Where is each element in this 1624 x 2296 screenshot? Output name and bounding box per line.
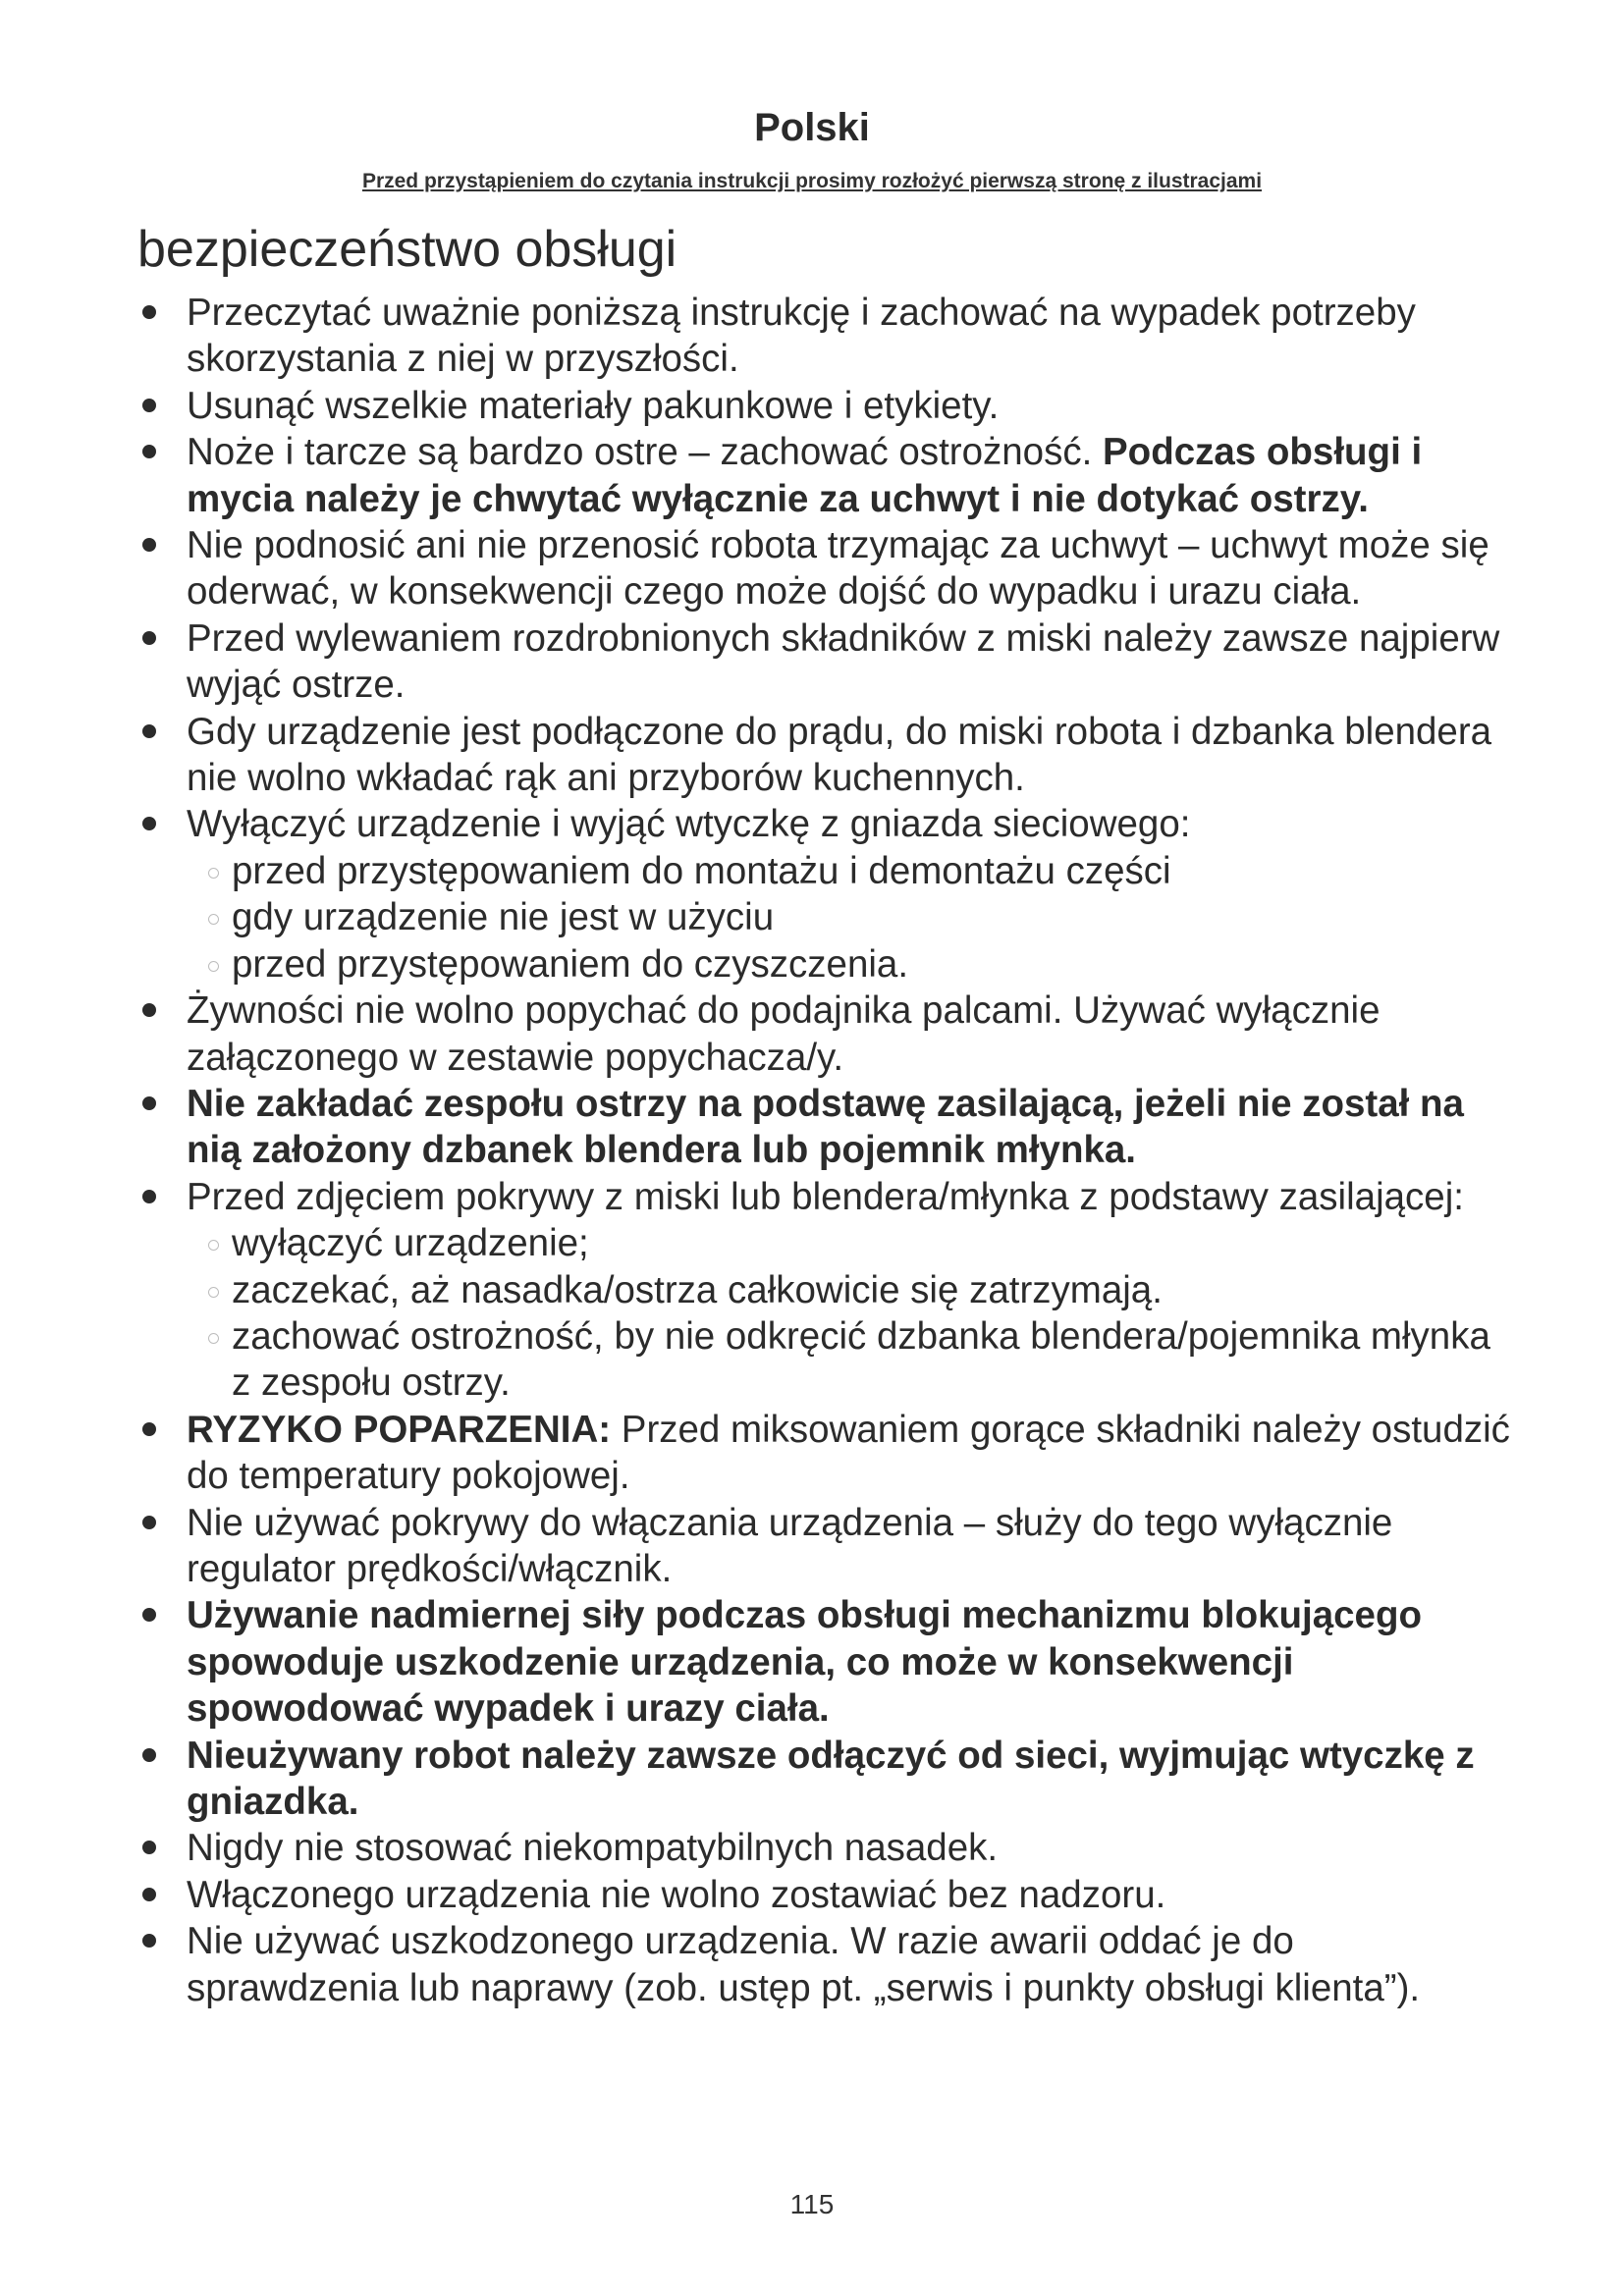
item-text: Przed wylewaniem rozdrobnionych składników z miski należy zawsze najpierw wyjąć ostrze.: [187, 616, 1500, 707]
sub-list: [187, 1220, 1512, 1407]
item-text: Nie używać uszkodzonego urządzenia. W razie awarii oddać je do sprawdzenia lub naprawy (zob. ustęp pt. „serwis i punkty obsługi klienta”).: [187, 1920, 1421, 2009]
bullet-icon: [142, 817, 156, 830]
bullet-icon: [142, 724, 156, 738]
list-item: [137, 801, 1512, 988]
list-item: [137, 615, 1512, 709]
sub-list-item: [187, 1313, 1512, 1407]
section-heading: bezpieczeństwo obsługi: [137, 221, 677, 278]
instruction-subtitle: Przed przystąpieniem do czytania instrukcji prosimy rozłożyć pierwszą stronę z ilustracjami: [361, 170, 1263, 192]
list-item: [137, 383, 1512, 429]
bullet-icon: [142, 1934, 156, 1948]
list-item: [137, 988, 1512, 1081]
item-bold-text: Nieużywany robot należy zawsze odłączyć od sieci, wyjmując wtyczkę z gniazdka.: [187, 1734, 1475, 1823]
list-item: [137, 1825, 1512, 1871]
bullet-icon: [142, 1516, 156, 1529]
list-item: [137, 1174, 1512, 1407]
list-item: [137, 1733, 1512, 1826]
list-item: [137, 1500, 1512, 1593]
sub-list: [187, 848, 1512, 988]
sub-item-text: przed przystępowaniem do montażu i demontażu części: [232, 849, 1171, 892]
list-item: [137, 1407, 1512, 1500]
item-text: Wyłączyć urządzenie i wyjąć wtyczkę z gniazda sieciowego:: [187, 803, 1191, 846]
list-item: [137, 709, 1512, 802]
bullet-icon: [142, 1841, 156, 1854]
item-text: Usunąć wszelkie materiały pakunkowe i etykiety.: [187, 384, 1000, 427]
bullet-icon: [142, 1748, 156, 1762]
item-text: Włączonego urządzenia nie wolno zostawiać bez nadzoru.: [187, 1873, 1166, 1916]
bullet-icon: [142, 1003, 156, 1017]
bullet-icon: [142, 1096, 156, 1110]
item-text: Przeczytać uważnie poniższą instrukcję i zachować na wypadek potrzeby skorzystania z niej w przyszłości.: [187, 292, 1416, 381]
bullet-icon: [142, 1888, 156, 1901]
bullet-icon: [142, 305, 156, 319]
safety-list: [137, 290, 1512, 2011]
sub-item-text: gdy urządzenie nie jest w użyciu: [232, 896, 775, 939]
item-text: Gdy urządzenie jest podłączone do prądu, do miski robota i dzbanka blendera nie wolno wkładać rąk ani przyborów kuchennych.: [187, 710, 1492, 800]
circle-bullet-icon: [208, 1287, 219, 1298]
sub-list-item: [187, 941, 1512, 988]
item-text: Przed zdjęciem pokrywy z miski lub blendera/młynka z podstawy zasilającej:: [187, 1175, 1464, 1218]
bullet-icon: [142, 1422, 156, 1436]
sub-item-text: przed przystępowaniem do czyszczenia.: [232, 942, 909, 986]
item-bold-lead: RYZYKO POPARZENIA:: [187, 1408, 612, 1451]
sub-item-text: zaczekać, aż nasadka/ostrza całkowicie się zatrzymają.: [232, 1268, 1163, 1311]
list-item: [137, 429, 1512, 522]
list-item: [137, 1918, 1512, 2011]
sub-list-item: [187, 1267, 1512, 1313]
list-item: [137, 1081, 1512, 1174]
item-text: Nie podnosić ani nie przenosić robota trzymając za uchwyt – uchwyt może się oderwać, w konsekwencji czego może dojść do wypadku i urazu ciała.: [187, 524, 1489, 614]
item-text: Żywności nie wolno popychać do podajnika palcami. Używać wyłącznie załączonego w zestawie popychacza/y.: [187, 989, 1380, 1079]
list-item: [137, 522, 1512, 615]
list-item: [137, 1592, 1512, 1732]
sub-list-item: [187, 848, 1512, 894]
bullet-icon: [142, 1190, 156, 1203]
circle-bullet-icon: [208, 914, 219, 925]
sub-item-text: wyłączyć urządzenie;: [232, 1222, 589, 1265]
circle-bullet-icon: [208, 1333, 219, 1344]
circle-bullet-icon: [208, 868, 219, 879]
sub-item-text: zachować ostrożność, by nie odkręcić dzbanka blendera/pojemnika młynka z zespołu ostrzy.: [232, 1314, 1490, 1405]
sub-list-item: [187, 894, 1512, 940]
bullet-icon: [142, 1608, 156, 1622]
list-item: [137, 1872, 1512, 1918]
item-text: Nigdy nie stosować niekompatybilnych nasadek.: [187, 1827, 999, 1870]
page-number: 115: [789, 2189, 835, 2219]
item-text: Noże i tarcze są bardzo ostre – zachować ostrożność.: [187, 431, 1103, 474]
sub-list-item: [187, 1220, 1512, 1266]
item-text: Nie używać pokrywy do włączania urządzenia – służy do tego wyłącznie regulator prędkości/włącznik.: [187, 1501, 1393, 1590]
item-bold-text: Podczas obsługi i mycia należy je chwytać wyłącznie za uchwyt i nie dotykać ostrzy.: [187, 431, 1423, 520]
list-item: [137, 290, 1512, 383]
bullet-icon: [142, 631, 156, 645]
bullet-icon: [142, 399, 156, 412]
circle-bullet-icon: [208, 1240, 219, 1251]
item-text: Przed miksowaniem gorące składniki należy ostudzić do temperatury pokojowej.: [187, 1408, 1510, 1498]
bullet-icon: [142, 538, 156, 552]
item-bold-text: Nie zakładać zespołu ostrzy na podstawę zasilającą, jeżeli nie został na nią założony dzbanek blendera lub pojemnik młynka.: [187, 1082, 1464, 1172]
bullet-icon: [142, 445, 156, 458]
language-title: Polski: [754, 106, 870, 149]
item-bold-text: Używanie nadmiernej siły podczas obsługi mechanizmu blokującego spowoduje uszkodzenie urządzenia, co może w konsekwencji spowodować wypadek i urazy ciała.: [187, 1594, 1422, 1731]
circle-bullet-icon: [208, 961, 219, 972]
